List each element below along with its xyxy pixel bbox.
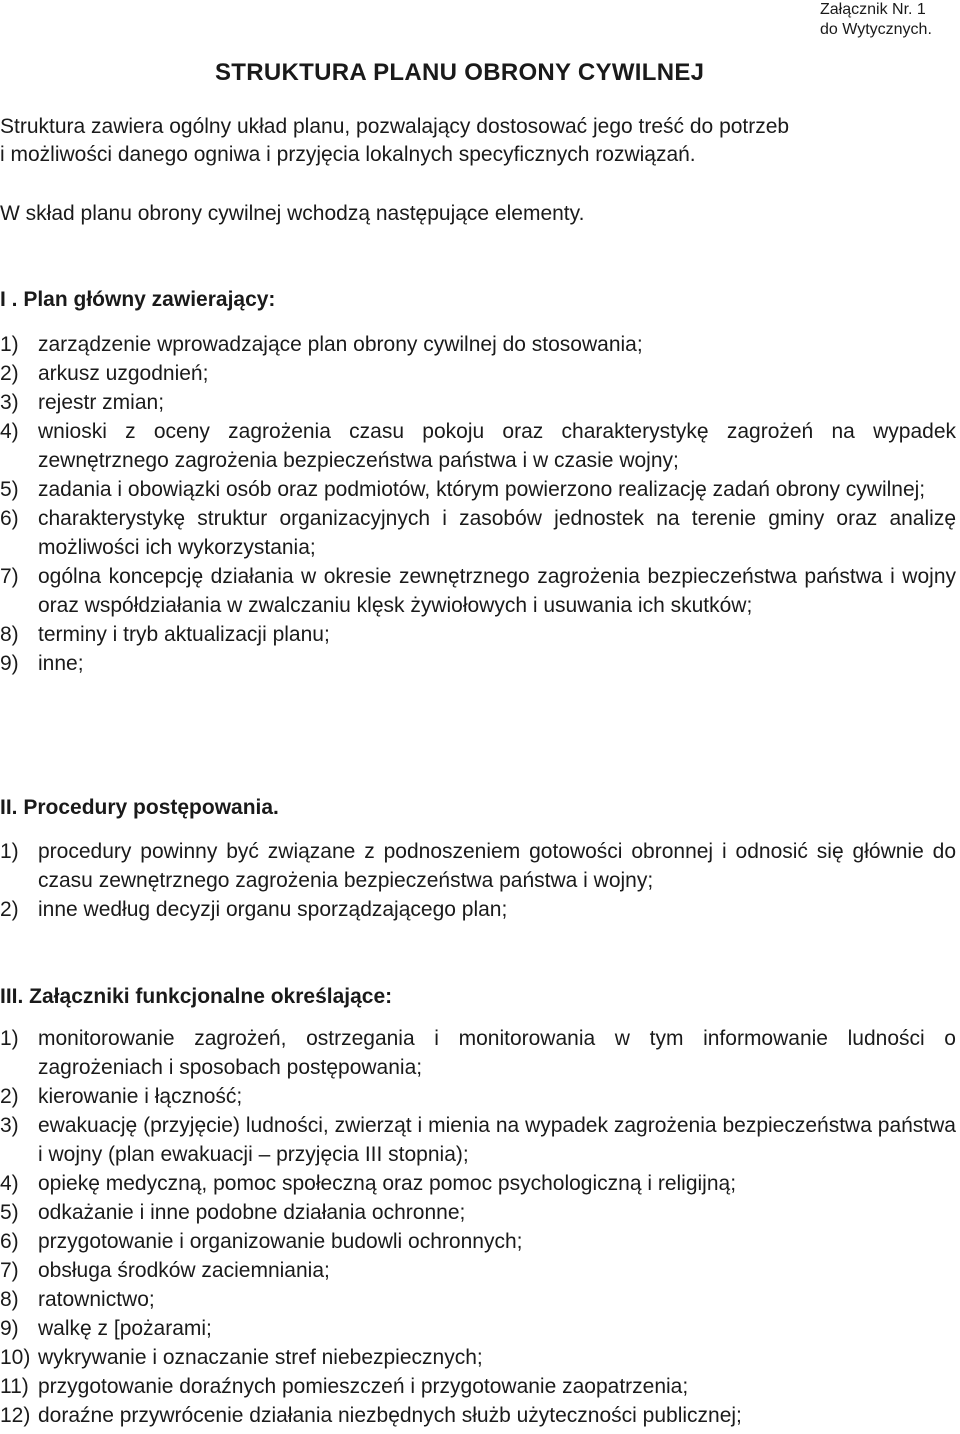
section-2-heading: II. Procedury postępowania. bbox=[0, 796, 279, 819]
list-item-number: 4) bbox=[0, 420, 19, 443]
list-item-number: 2) bbox=[0, 1085, 19, 1108]
list-item-text: ewakuację (przyjęcie) ludności, zwierząt i mienia na wypadek zagrożenia bezpieczeństwa państwa i wojny (plan ewakuacji – przyjęcia III stopnia); bbox=[38, 1114, 956, 1166]
list-item-number: 6) bbox=[0, 507, 19, 530]
list-item-text: procedury powinny być związane z podnoszeniem gotowości obronnej i odnosić się głównie do czasu zewnętrznego zagrożenia bezpieczeństwa państwa i wojny; bbox=[38, 840, 956, 892]
section-2-list bbox=[0, 837, 956, 924]
list-item-number: 11) bbox=[0, 1375, 29, 1398]
list-item-text: rejestr zmian; bbox=[38, 391, 165, 414]
list-item bbox=[0, 417, 956, 475]
list-item-number: 4) bbox=[0, 1172, 19, 1195]
list-item-number: 1) bbox=[0, 333, 19, 356]
list-item-text: kierowanie i łączność; bbox=[38, 1085, 243, 1108]
list-item-number: 7) bbox=[0, 1259, 19, 1282]
list-item-number: 7) bbox=[0, 565, 19, 588]
intro-line-1: Struktura zawiera ogólny układ planu, pozwalający dostosować jego treść do potrzeb bbox=[0, 115, 790, 138]
annex-note bbox=[820, 0, 932, 40]
annex-line-2: do Wytycznych. bbox=[820, 21, 932, 38]
list-item-text: charakterystykę struktur organizacyjnych i zasobów jednostek na terenie gminy oraz analizę możliwości ich wykorzystania; bbox=[38, 507, 956, 559]
list-item-number: 6) bbox=[0, 1230, 19, 1253]
list-item bbox=[0, 562, 956, 620]
list-item-text: ogólna koncepcję działania w okresie zewnętrznego zagrożenia bezpieczeństwa państwa i wojny oraz współdziałania w zwalczaniu klęsk żywiołowych i usuwania ich skutków; bbox=[38, 565, 956, 617]
list-item-text: arkusz uzgodnień; bbox=[38, 362, 209, 385]
document-title: STRUKTURA PLANU OBRONY CYWILNEJ bbox=[215, 59, 705, 86]
list-item-number: 3) bbox=[0, 391, 19, 414]
list-item bbox=[0, 504, 956, 562]
section-3-list bbox=[0, 1024, 956, 1430]
list-item-text: obsługa środków zaciemniania; bbox=[38, 1259, 330, 1282]
list-item bbox=[0, 837, 956, 895]
list-item-number: 1) bbox=[0, 1027, 19, 1050]
section-1-heading: I . Plan główny zawierający: bbox=[0, 288, 276, 311]
list-item-text: ratownictwo; bbox=[38, 1288, 155, 1311]
list-item-number: 8) bbox=[0, 1288, 19, 1311]
list-item-number: 9) bbox=[0, 652, 19, 675]
list-item-text: przygotowanie i organizowanie budowli ochronnych; bbox=[38, 1230, 523, 1253]
list-item-number: 12) bbox=[0, 1404, 31, 1427]
list-item bbox=[0, 649, 956, 678]
list-item-number: 1) bbox=[0, 840, 19, 863]
list-item-number: 3) bbox=[0, 1114, 19, 1137]
list-item bbox=[0, 1227, 956, 1256]
list-item bbox=[0, 620, 956, 649]
list-item bbox=[0, 1082, 956, 1111]
list-item bbox=[0, 1198, 956, 1227]
section-3-heading: III. Załączniki funkcjonalne określające: bbox=[0, 985, 393, 1008]
list-item-number: 2) bbox=[0, 362, 19, 385]
list-item bbox=[0, 1285, 956, 1314]
list-item-text: monitorowanie zagrożeń, ostrzegania i monitorowania w tym informowanie ludności o zagrożeniach i sposobach postępowania; bbox=[38, 1027, 956, 1079]
list-item bbox=[0, 1169, 956, 1198]
list-item-text: odkażanie i inne podobne działania ochronne; bbox=[38, 1201, 466, 1224]
list-item-text: wnioski z oceny zagrożenia czasu pokoju oraz charakterystykę zagrożeń na wypadek zewnętrznego zagrożenia bezpieczeństwa państwa i w czasie wojny; bbox=[38, 420, 956, 472]
list-item bbox=[0, 1024, 956, 1082]
list-item-text: przygotowanie doraźnych pomieszczeń i przygotowanie zaopatrzenia; bbox=[38, 1375, 689, 1398]
intro-line-3: W skład planu obrony cywilnej wchodzą następujące elementy. bbox=[0, 202, 585, 225]
list-item-text: inne według decyzji organu sporządzającego plan; bbox=[38, 898, 508, 921]
list-item-number: 5) bbox=[0, 478, 19, 501]
list-item bbox=[0, 1401, 956, 1430]
list-item-text: wykrywanie i oznaczanie stref niebezpiecznych; bbox=[38, 1346, 483, 1369]
list-item-text: zadania i obowiązki osób oraz podmiotów, którym powierzono realizację zadań obrony cywilnej; bbox=[38, 478, 926, 501]
list-item bbox=[0, 895, 956, 924]
list-item-number: 9) bbox=[0, 1317, 19, 1340]
list-item-text: inne; bbox=[38, 652, 84, 675]
list-item bbox=[0, 475, 956, 504]
list-item-text: walkę z [pożarami; bbox=[38, 1317, 212, 1340]
list-item bbox=[0, 1256, 956, 1285]
list-item-text: doraźne przywrócenie działania niezbędnych służb użyteczności publicznej; bbox=[38, 1404, 742, 1427]
list-item-text: zarządzenie wprowadzające plan obrony cywilnej do stosowania; bbox=[38, 333, 643, 356]
list-item bbox=[0, 330, 956, 359]
list-item-number: 5) bbox=[0, 1201, 19, 1224]
list-item-number: 10) bbox=[0, 1346, 31, 1369]
list-item-number: 8) bbox=[0, 623, 19, 646]
intro-line-2: i możliwości danego ogniwa i przyjęcia lokalnych specyficznych rozwiązań. bbox=[0, 143, 696, 166]
list-item bbox=[0, 1314, 956, 1343]
list-item bbox=[0, 359, 956, 388]
list-item-text: terminy i tryb aktualizacji planu; bbox=[38, 623, 330, 646]
list-item bbox=[0, 1343, 956, 1372]
section-1-list bbox=[0, 330, 956, 678]
list-item bbox=[0, 1111, 956, 1169]
list-item bbox=[0, 1372, 956, 1401]
annex-line-1: Załącznik Nr. 1 bbox=[820, 1, 926, 18]
list-item-number: 2) bbox=[0, 898, 19, 921]
list-item bbox=[0, 388, 956, 417]
list-item-text: opiekę medyczną, pomoc społeczną oraz pomoc psychologiczną i religijną; bbox=[38, 1172, 737, 1195]
